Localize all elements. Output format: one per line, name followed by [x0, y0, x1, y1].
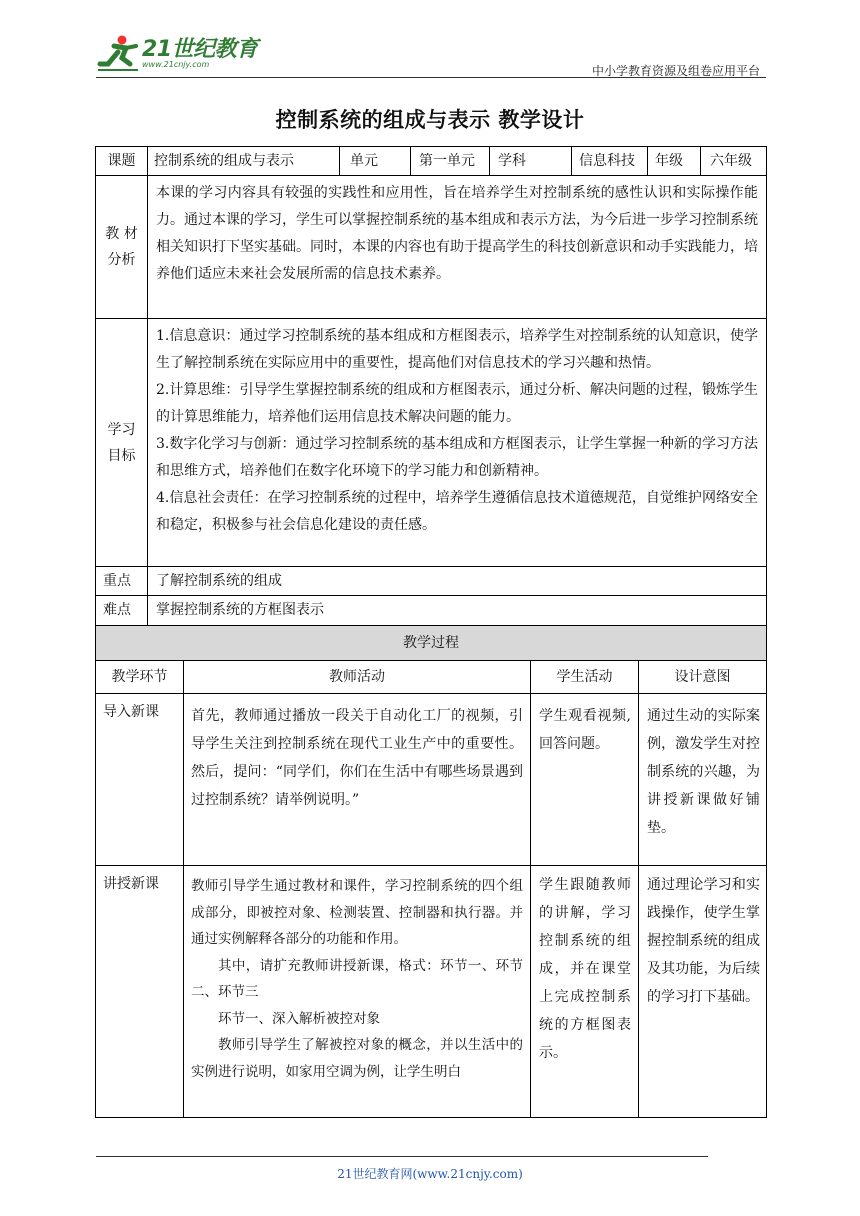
footer-divider	[96, 1156, 708, 1157]
stage-cell: 讲授新课	[95, 865, 184, 1118]
lesson-info-table	[95, 146, 767, 626]
course-value: 控制系统的组成与表示	[147, 146, 340, 176]
goals-label-line1: 学习	[107, 421, 136, 438]
design-intent-cell: 通过生动的实际案例，激发学生对控制系统的兴趣，为讲授新课做好铺垫。	[638, 693, 767, 866]
teacher-paragraph: 教师引导学生了解被控对象的概念，并以生活中的实例进行说明，如家用空调为例，让学生明白	[191, 1037, 523, 1080]
difficulty-value: 掌握控制系统的方框图表示	[147, 595, 767, 626]
teacher-paragraph: 教师引导学生通过教材和课件，学习控制系统的四个组成部分，即被控对象、检测装置、控制器和执行器。并通过实例解释各部分的功能和作用。	[191, 878, 523, 947]
analysis-text: 本课的学习内容具有较强的实践性和应用性，旨在培养学生对控制系统的感性认识和实际操作能力。通过本课的学习，学生可以掌握控制系统的基本组成和表示方法，为今后进一步学习控制系统相关知识打下坚实基础。同时，本课的内容也有助于提高学生的科技创新意识和动手实践能力，培养他们适应未来社会发展所需的信息技术素养。	[147, 175, 767, 319]
teacher-activity-cell	[183, 865, 531, 1118]
grade-label: 年级	[647, 146, 701, 176]
student-activity-cell: 学生观看视频,回答问题。	[530, 693, 639, 866]
difficulty-label: 难点	[95, 595, 148, 626]
process-header-intent: 设计意图	[638, 660, 767, 694]
process-header-teacher: 教师活动	[183, 660, 531, 694]
teacher-paragraph: 其中，请扩充教师讲授新课，格式：环节一、环节二、环节三	[191, 957, 523, 1000]
subject-value: 信息科技	[571, 146, 648, 176]
teacher-paragraph: 环节一、深入解析被控对象	[218, 1010, 380, 1027]
process-header-stage: 教学环节	[95, 660, 184, 694]
process-header-student: 学生活动	[530, 660, 639, 694]
goal-item: 4.信息社会责任：在学习控制系统的过程中，培养学生遵循信息技术道德规范，自觉维护网络安全和稳定，积极参与社会信息化建设的责任感。	[156, 490, 758, 533]
brand-logo[interactable]	[96, 30, 266, 76]
grade-value: 六年级	[700, 146, 767, 176]
page-header	[96, 30, 766, 78]
key-point-label: 重点	[95, 566, 148, 596]
design-intent-cell: 通过理论学习和实践操作，使学生掌握控制系统的组成及其功能，为后续的学习打下基础。	[638, 865, 767, 1118]
runner-logo-icon	[96, 34, 140, 74]
key-point-value: 了解控制系统的组成	[147, 566, 767, 596]
process-title: 教学过程	[95, 625, 767, 661]
analysis-label-line1: 教 材	[105, 226, 138, 242]
unit-value: 第一单元	[410, 146, 490, 176]
analysis-label-line2: 分析	[107, 252, 136, 268]
student-activity-cell: 学生跟随教师的讲解，学习控制系统的组成，并在课堂上完成控制系统的方框图表示。	[530, 865, 639, 1118]
goals-label	[95, 318, 148, 567]
subject-label: 学科	[489, 146, 572, 176]
goal-item: 1.信息意识：通过学习控制系统的基本组成和方框图表示，培养学生对控制系统的认知意识，使学生了解控制系统在实际应用中的重要性，提高他们对信息技术的学习兴趣和热情。	[156, 328, 758, 371]
analysis-label	[95, 175, 148, 319]
platform-name: 中小学教育资源及组卷应用平台	[591, 64, 760, 78]
unit-label: 单元	[339, 146, 411, 176]
header-divider	[96, 77, 766, 78]
footer-link[interactable]: 21世纪教育网(www.21cnjy.com)	[337, 1167, 523, 1181]
stage-cell: 导入新课	[95, 693, 184, 866]
document-title: 控制系统的组成与表示 教学设计	[275, 107, 585, 132]
teacher-activity-cell: 首先，教师通过播放一段关于自动化工厂的视频，引导学生关注到控制系统在现代工业生产中的重要性。然后，提问：“同学们，你们在生活中有哪些场景遇到过控制系统？请举例说明。”	[183, 693, 531, 866]
logo-url: www.21cnjy.com	[142, 60, 210, 69]
goal-item: 2.计算思维：引导学生掌握控制系统的组成和方框图表示，通过分析、解决问题的过程，锻炼学生的计算思维能力，培养他们运用信息技术解决问题的能力。	[156, 382, 758, 425]
goals-text	[147, 318, 767, 567]
goal-item: 3.数字化学习与创新：通过学习控制系统的基本组成和方框图表示，让学生掌握一种新的学习方法和思维方式，培养他们在数字化环境下的学习能力和创新精神。	[156, 436, 758, 479]
logo-text: 21世纪教育	[142, 37, 258, 62]
course-label: 课题	[95, 146, 148, 176]
goals-label-line2: 目标	[107, 447, 136, 464]
